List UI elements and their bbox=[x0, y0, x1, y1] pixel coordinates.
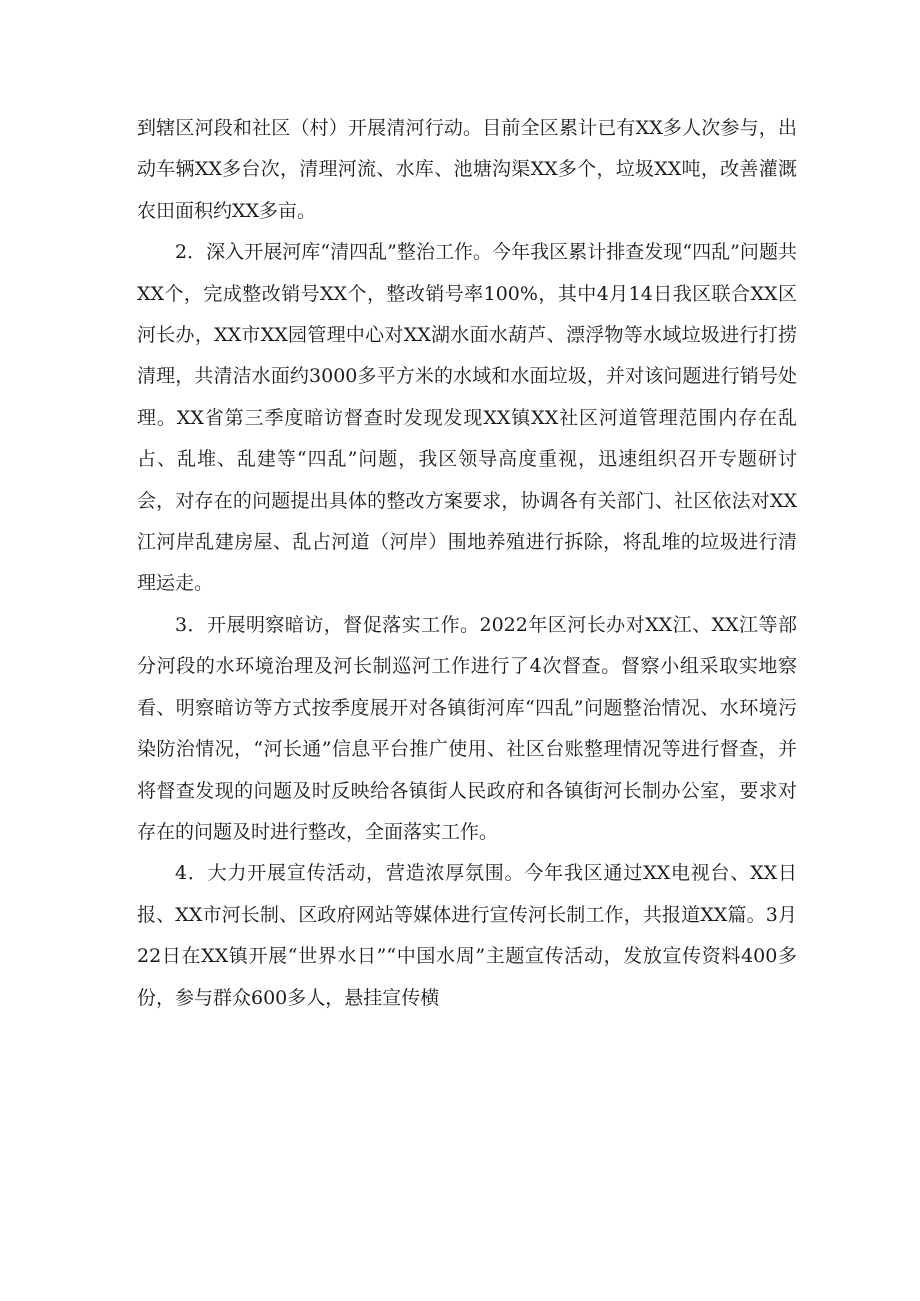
paragraph-item-4: 4．大力开展宣传活动，营造浓厚氛围。今年我区通过XX电视台、XX日报、XX市河长制、区政府网站等媒体进行宣传河长制工作，共报道XX篇。3月22日在XX镇开展“世界水日”“中国水周”主题宣传活动，发放宣传资料400多份，参与群众600多人，悬挂宣传横 bbox=[137, 862, 797, 1009]
paragraph-item-2: 2．深入开展河库“清四乱”整治工作。今年我区累计排查发现“四乱”问题共XX个，完成整改销号XX个，整改销号率100%，其中4月14日我区联合XX区河长办，XX市XX园管理中心对XX湖水面水葫芦、漂浮物等水域垃圾进行打捞清理，共清洁水面约3000多平方米的水域和水面垃圾，并对该问题进行销号处理。XX省第三季度暗访督查时发现发现XX镇XX社区河道管理范围内存在乱占、乱堆、乱建等“四乱”问题，我区领导高度重视，迅速组织召开专题研讨会，对存在的问题提出具体的整改方案要求，协调各有关部门、社区依法对XX江河岸乱建房屋、乱占河道（河岸）围地养殖进行拆除，将乱堆的垃圾进行清理运走。 bbox=[137, 241, 797, 595]
paragraph-continued: 到辖区河段和社区（村）开展清河行动。目前全区累计已有XX多人次参与，出动车辆XX多台次，清理河流、水库、池塘沟渠XX多个，垃圾XX吨，改善灌溉农田面积约XX多亩。 bbox=[137, 117, 797, 222]
document-body bbox=[137, 108, 797, 1019]
paragraph-item-3: 3．开展明察暗访，督促落实工作。2022年区河长办对XX江、XX江等部分河段的水环境治理及河长制巡河工作进行了4次督查。督察小组采取实地察看、明察暗访等方式按季度展开对各镇街河库“四乱”问题整治情况、水环境污染防治情况，“河长通”信息平台推广使用、社区台账整理情况等进行督查，并将督查发现的问题及时反映给各镇街人民政府和各镇街河长制办公室，要求对存在的问题及时进行整改，全面落实工作。 bbox=[137, 613, 797, 843]
